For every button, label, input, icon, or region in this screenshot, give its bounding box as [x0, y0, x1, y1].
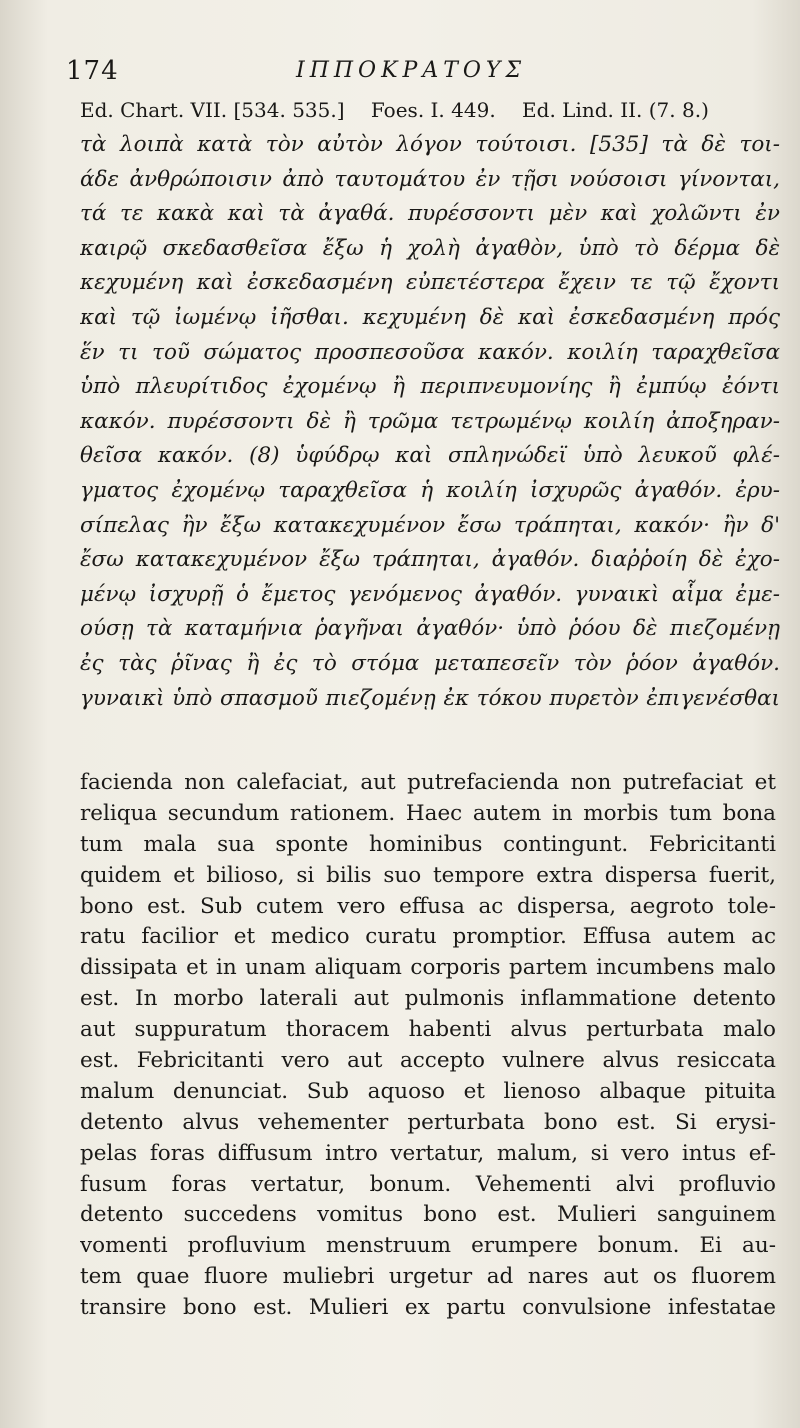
greek-line: άδε ἀνθρώποισιν ἀπὸ ταυτομάτου ἐν τῇσι νούσοισι γίνονται, [80, 166, 780, 192]
greek-line: ἕν τι τοῦ σώματος προσπεσοῦσα κακόν. κοιλίη ταραχθεῖσα [80, 339, 780, 365]
latin-line: pelas foras diffusum intro vertatur, malum, si vero intus ef- [80, 1140, 776, 1166]
greek-line: καιρῷ σκεδασθεῖσα ἔξω ἡ χολὴ ἀγαθὸν, ὑπὸ τὸ δέρμα δὲ [80, 235, 780, 261]
latin-line: est. In morbo laterali aut pulmonis inflammatione detento [80, 986, 776, 1012]
latin-line: reliqua secundum rationem. Haec autem in morbis tum bona [80, 800, 776, 826]
latin-text-block [80, 768, 776, 1324]
latin-line: bono est. Sub cutem vero effusa ac dispersa, aegroto tole- [80, 893, 776, 919]
latin-line: detento alvus vehementer perturbata bono est. Si erysi- [80, 1109, 776, 1135]
greek-line: σίπελας ἢν ἔξω κατακεχυμένον ἔσω τράπηται, κακόν· ἢν δ' [80, 512, 780, 538]
latin-line: vomenti profluvium menstruum erumpere bonum. Ei au- [80, 1233, 776, 1259]
greek-line: κεχυμένη καὶ ἐσκεδασμένη εὐπετέστερα ἔχειν τε τῷ ἔχοντι [80, 270, 780, 296]
greek-line: ούσῃ τὰ καταμήνια ῥαγῆναι ἀγαθόν· ὑπὸ ῥόου δὲ πιεζομένῃ [80, 616, 780, 642]
greek-line: θεῖσα κακόν. (8) ὑφύδρῳ καὶ σπληνώδεϊ ὑπὸ λευκοῦ φλέ- [80, 443, 780, 469]
greek-line: ὑπὸ πλευρίτιδος ἐχομένῳ ἢ περιπνευμονίης ἢ ἐμπύῳ ἐόντι [80, 374, 780, 400]
latin-line: aut suppuratum thoracem habenti alvus perturbata malo [80, 1017, 776, 1043]
edition-references [80, 98, 780, 122]
latin-line: quidem et bilioso, si bilis suo tempore extra dispersa fuerit, [80, 862, 776, 888]
edition-linden: Ed. Lind. II. (7. 8.) [522, 98, 709, 122]
greek-line: καὶ τῷ ἰωμένῳ ἰῆσθαι. κεχυμένη δὲ καὶ ἐσκεδασμένη πρός [80, 304, 780, 330]
greek-line: κακόν. πυρέσσοντι δὲ ἢ τρῶμα τετρωμένῳ κοιλίη ἀποξηραν- [80, 408, 780, 434]
running-title: ΙΠΠΟΚΡΑΤΟΥΣ [296, 58, 527, 83]
latin-line: ratu facilior et medico curatu promptior. Effusa autem ac [80, 924, 776, 950]
greek-line: ἔσω κατακεχυμένον ἔξω τράπηται, ἀγαθόν. διαῤῥοίη δὲ ἐχο- [80, 547, 780, 573]
latin-line: transire bono est. Mulieri ex partu convulsione infestatae [80, 1295, 776, 1321]
page-number: 174 [66, 56, 119, 86]
edition-chartier: Ed. Chart. VII. [534. 535.] [80, 98, 345, 122]
latin-line: dissipata et in unam aliquam corporis partem incumbens malo [80, 955, 776, 981]
latin-line: tem quae fluore muliebri urgetur ad nares aut os fluorem [80, 1264, 776, 1290]
latin-line: detento succedens vomitus bono est. Mulieri sanguinem [80, 1202, 776, 1228]
latin-line: tum mala sua sponte hominibus contingunt. Febricitanti [80, 831, 776, 857]
running-head [66, 52, 766, 92]
latin-line: facienda non calefaciat, aut putrefacienda non putrefaciat et [80, 770, 776, 795]
greek-line: γυναικὶ ὑπὸ σπασμοῦ πιεζομένῃ ἐκ τόκου πυρετὸν ἐπιγενέσθαι [80, 685, 780, 711]
greek-line: μένῳ ἰσχυρῇ ὁ ἔμετος γενόμενος ἀγαθόν. γυναικὶ αἷμα ἐμε- [80, 581, 780, 607]
latin-line: est. Febricitanti vero aut accepto vulnere alvus resiccata [80, 1048, 776, 1074]
edition-foes: Foes. I. 449. [370, 98, 496, 122]
greek-line: γματος ἐχομένῳ ταραχθεῖσα ἡ κοιλίη ἰσχυρῶς ἀγαθόν. ἐρυ- [80, 477, 780, 503]
latin-line: malum denunciat. Sub aquoso et lienoso albaque pituita [80, 1078, 776, 1104]
greek-text-block [80, 128, 780, 716]
greek-line: τὰ λοιπὰ κατὰ τὸν αὐτὸν λόγον τούτοισι. [535] τὰ δὲ τοι- [80, 132, 780, 157]
greek-line: τά τε κακὰ καὶ τὰ ἀγαθά. πυρέσσοντι μὲν καὶ χολῶντι ἐν [80, 201, 780, 227]
latin-line: fusum foras vertatur, bonum. Vehementi alvi profluvio [80, 1171, 776, 1197]
greek-line: ἐς τὰς ῥῖνας ἢ ἐς τὸ στόμα μεταπεσεῖν τὸν ῥόον ἀγαθόν. [80, 650, 780, 676]
